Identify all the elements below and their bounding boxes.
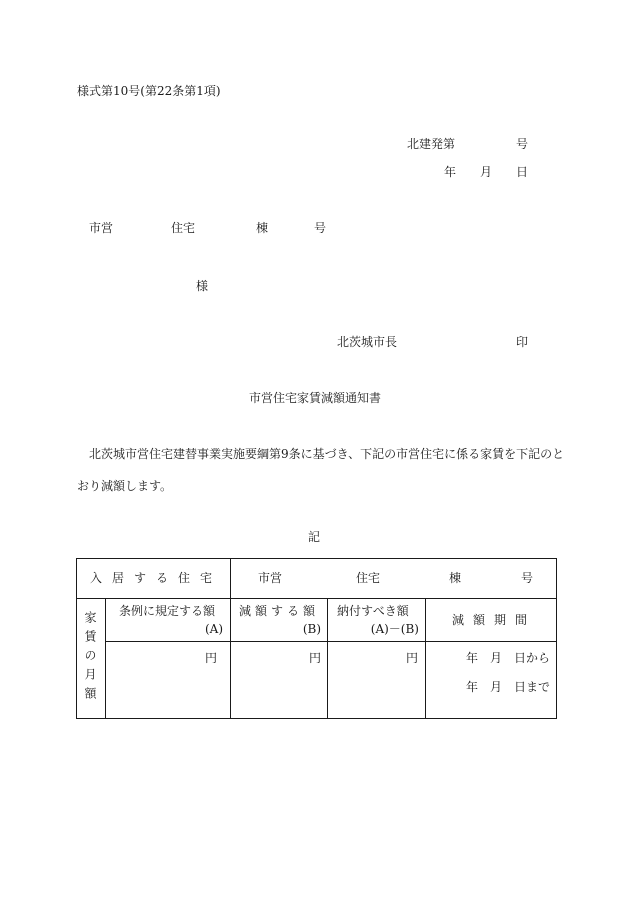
addressee-shiei: 市営 (89, 221, 114, 235)
header-col2-cell (231, 599, 328, 642)
body-line-2: おり減額します。 (77, 479, 173, 493)
header-col3: 納付すべき額 (337, 604, 409, 618)
date-year: 年 (444, 165, 457, 179)
header-col3-sub: (A)－(B) (370, 622, 419, 636)
housing-jutaku: 住宅 (356, 571, 381, 585)
form-number: 様式第10号(第22条第1項) (77, 84, 221, 98)
header-col4-cell (426, 599, 557, 642)
value-col3-yen: 円 (405, 651, 418, 665)
housing-row (77, 559, 557, 599)
header-col2: 減額する額 (239, 604, 320, 618)
issuer-seal: 印 (516, 335, 529, 349)
value-col2-cell (231, 642, 328, 719)
issuer-name: 北茨城市長 (337, 335, 398, 349)
date-day: 日 (516, 165, 529, 179)
housing-shiei: 市営 (258, 571, 283, 585)
housing-go: 号 (521, 571, 534, 585)
monthly-rent-label: 家賃の月額 (83, 611, 97, 706)
header-row (77, 599, 557, 642)
period-from: 年 月 日から (465, 651, 550, 665)
body-line-1: 北茨城市営住宅建替事業実施要綱第9条に基づき、下記の市営住宅に係る家賃を下記のと (89, 447, 565, 461)
header-col1-sub: (A) (204, 622, 223, 636)
date-month: 月 (480, 165, 493, 179)
housing-label: 入居する住宅 (90, 571, 223, 585)
header-col1-cell (106, 599, 231, 642)
housing-value-cell (231, 559, 557, 599)
doc-number-suffix: 号 (516, 137, 529, 151)
addressee-go: 号 (314, 221, 327, 235)
housing-label-cell (77, 559, 231, 599)
period-to: 年 月 日まで (465, 680, 550, 694)
header-col4: 減額期間 (452, 613, 537, 627)
value-col1-yen: 円 (204, 651, 217, 665)
header-col1: 条例に規定する額 (119, 604, 216, 618)
header-col3-cell (328, 599, 426, 642)
value-col2-yen: 円 (308, 651, 321, 665)
addressee-jutaku: 住宅 (171, 221, 196, 235)
doc-number-label: 北建発第 (407, 137, 456, 151)
value-col3-cell (328, 642, 426, 719)
value-col1-cell (106, 642, 231, 719)
addressee-to: 棟 (256, 221, 269, 235)
value-period-cell (426, 642, 557, 719)
addressee-sama: 様 (196, 279, 209, 293)
ki-label: 記 (308, 530, 321, 544)
value-row (77, 642, 557, 719)
side-label-cell (77, 599, 106, 719)
rent-reduction-table (76, 558, 557, 719)
document-title: 市営住宅家賃減額通知書 (249, 391, 382, 405)
header-col2-sub: (B) (302, 622, 321, 636)
housing-to: 棟 (449, 571, 462, 585)
